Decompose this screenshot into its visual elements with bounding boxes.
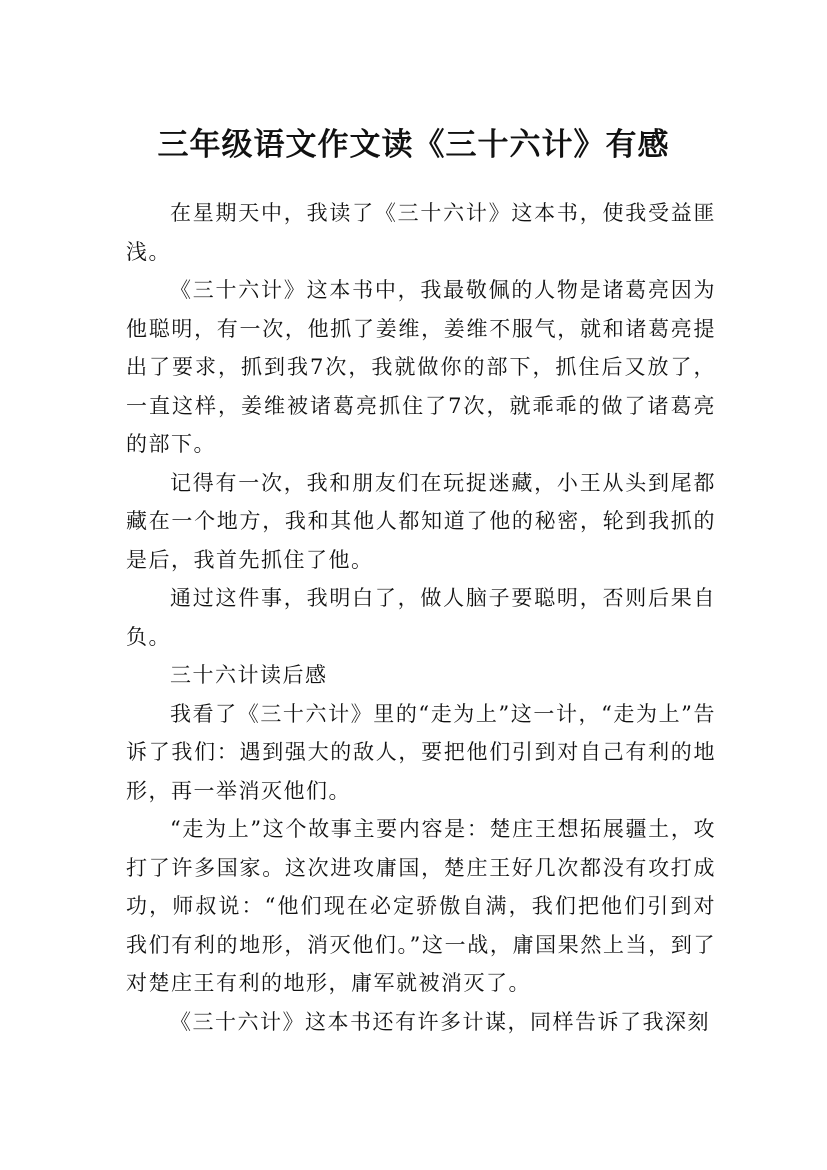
section-heading: 三十六计读后感 bbox=[170, 663, 328, 687]
document-body bbox=[126, 194, 716, 1041]
paragraph-4: 通过这件事，我明白了，做人脑子要聪明，否则后果自负。 bbox=[126, 586, 716, 649]
paragraph-7: 《三十六计》这本书还有许多计谋，同样告诉了我深刻 bbox=[170, 1009, 710, 1034]
paragraph-1: 在星期天中，我读了《三十六计》这本书，使我受益匪浅。 bbox=[126, 201, 716, 264]
document-title: 三年级语文作文读《三十六计》有感 bbox=[157, 126, 670, 163]
paragraph-6: “走为上”这个故事主要内容是：楚庄王想拓展疆土，攻打了许多国家。这次进攻庸国，楚庄王好几次都没有攻打成功，师叔说：“他们现在必定骄傲自满，我们把他们引到对我们有利的地形，消灭他们。”这一战，庸国果然上当，到了对楚庄王有利的地形，庸军就被消灭了。 bbox=[126, 817, 716, 995]
paragraph-5: 我看了《三十六计》里的“走为上”这一计，“走为上”告诉了我们：遇到强大的敌人，要把他们引到对自己有利的地形，再一举消灭他们。 bbox=[126, 701, 716, 803]
paragraph-3: 记得有一次，我和朋友们在玩捉迷藏，小王从头到尾都藏在一个地方，我和其他人都知道了他的秘密，轮到我抓的是后，我首先抓住了他。 bbox=[126, 470, 716, 572]
paragraph-2: 《三十六计》这本书中，我最敬佩的人物是诸葛亮因为他聪明，有一次，他抓了姜维，姜维不服气，就和诸葛亮提出了要求，抓到我7次，我就做你的部下，抓住后又放了，一直这样，姜维被诸葛亮抓住了7次，就乖乖的做了诸葛亮的部下。 bbox=[126, 278, 716, 456]
